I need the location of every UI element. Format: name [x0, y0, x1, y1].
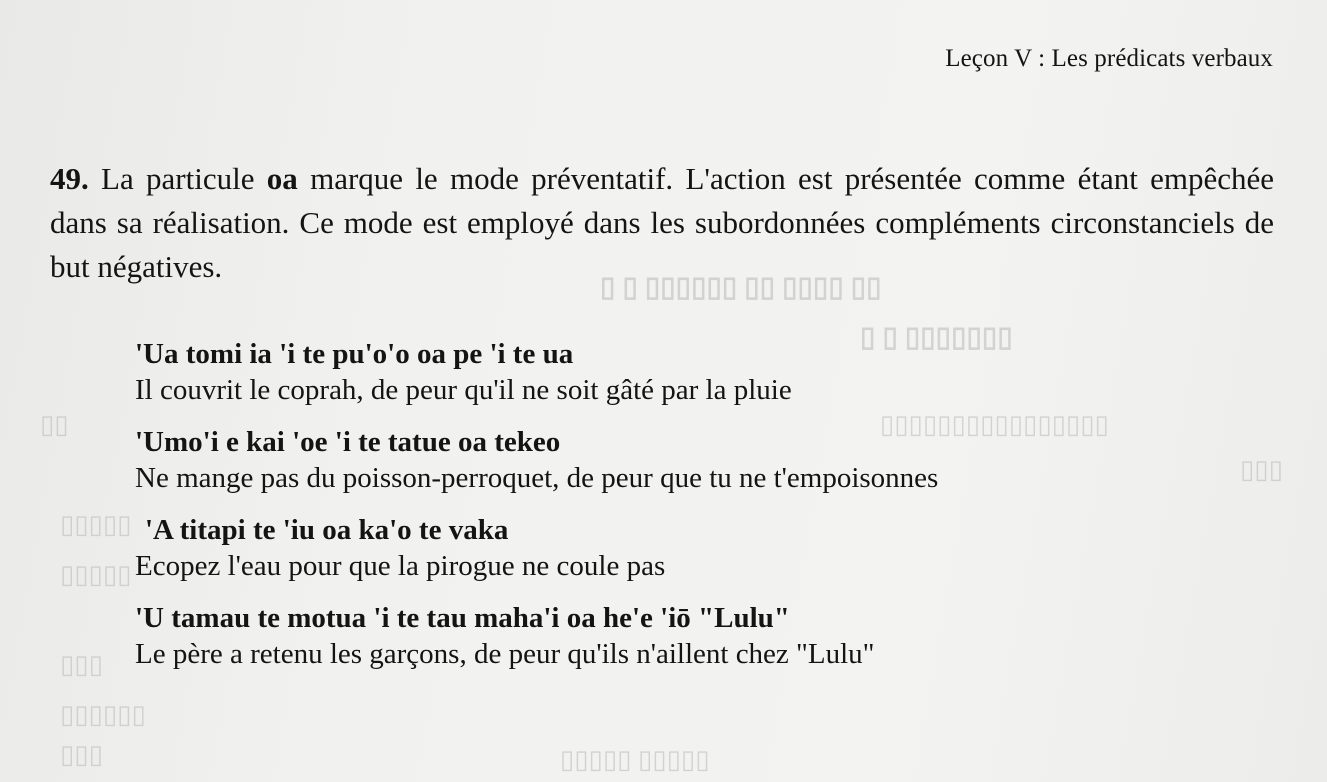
paragraph-text-body: marque le mode préventatif. L'action est présentée comme étant empêchée dans sa réalisation. Ce mode est employé dans les subordonnées compléments circonstanciels de but négatives.: [50, 161, 1275, 284]
bleed-through-texture: ▯▯▯: [1240, 455, 1283, 484]
example-source-sentence: 'U tamau te motua 'i te tau maha'i oa he'e 'iō "Lulu": [135, 602, 790, 634]
bleed-through-texture: ▯▯▯▯▯▯▯ ▯ ▯: [860, 322, 1013, 353]
bleed-through-texture: ▯▯▯▯▯▯: [60, 700, 146, 729]
example-translation: Il couvrit le coprah, de peur qu'il ne soit gâté par la pluie: [135, 374, 792, 406]
running-head: Leçon V : Les prédicats verbaux: [945, 45, 1273, 72]
example-item: [135, 601, 1255, 673]
bleed-through-texture: ▯▯▯▯▯▯▯▯▯▯▯▯▯▯▯▯: [880, 410, 1109, 439]
paragraph-text-lead: La particule: [101, 161, 255, 196]
example-translation: Ecopez l'eau pour que la pirogue ne coule pas: [135, 550, 666, 582]
example-source-sentence: 'A titapi te 'iu oa ka'o te vaka: [145, 514, 509, 546]
bleed-through-texture: ▯▯: [40, 410, 69, 439]
example-translation: Ne mange pas du poisson-perroquet, de peur que tu ne t'empoisonnes: [135, 462, 939, 494]
example-translation: Le père a retenu les garçons, de peur qu'ils n'aillent chez "Lulu": [135, 638, 875, 670]
bleed-through-texture: ▯▯▯: [60, 740, 103, 769]
particle-keyword: oa: [266, 161, 298, 196]
example-list: [135, 337, 1255, 689]
example-source-sentence: 'Ua tomi ia 'i te pu'o'o oa pe 'i te ua: [135, 338, 574, 370]
paragraph-number: 49.: [50, 161, 89, 196]
bleed-through-texture: ▯▯▯▯▯: [60, 560, 132, 589]
bleed-through-texture: ▯▯▯: [60, 650, 103, 679]
bleed-through-texture: ▯▯▯▯▯ ▯▯▯▯▯: [560, 745, 710, 774]
bleed-through-texture: ▯▯ ▯▯▯▯ ▯▯ ▯▯▯▯▯▯ ▯ ▯: [600, 272, 882, 303]
example-source-sentence: 'Umo'i e kai 'oe 'i te tatue oa tekeo: [135, 426, 561, 458]
bleed-through-texture: ▯▯▯▯▯: [60, 510, 132, 539]
example-item: [135, 513, 1255, 585]
example-item: [135, 425, 1255, 497]
example-item: [135, 337, 1255, 409]
paragraph-49: [50, 157, 1274, 289]
